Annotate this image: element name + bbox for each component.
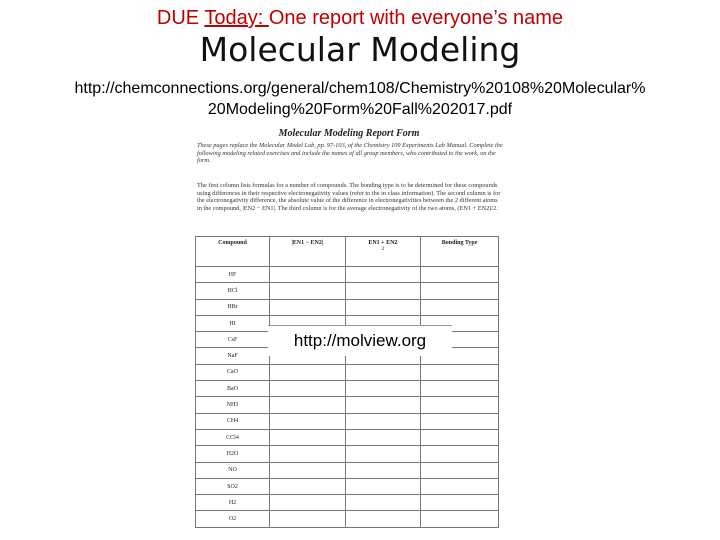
answer-cell[interactable] bbox=[345, 446, 421, 462]
answer-cell[interactable] bbox=[345, 397, 421, 413]
compound-cell: H2 bbox=[196, 495, 270, 511]
answer-cell[interactable] bbox=[345, 364, 421, 380]
compound-cell: NO bbox=[196, 462, 270, 478]
answer-cell[interactable] bbox=[345, 462, 421, 478]
table-header-row bbox=[196, 237, 499, 267]
due-prefix: DUE bbox=[156, 7, 205, 29]
answer-cell[interactable] bbox=[345, 478, 421, 494]
compound-cell: SO2 bbox=[196, 478, 270, 494]
compound-cell: O2 bbox=[196, 511, 270, 527]
answer-cell[interactable] bbox=[345, 267, 421, 283]
compound-cell: BaO bbox=[196, 381, 270, 397]
table-row bbox=[196, 364, 499, 380]
document-intro-paragraph: These pages replace the Molecular Model Lab, pp. 97-103, of the Chemistry 109 Experiments Lab Manual. Complete the following modeling related exercises and include the names of all group members, who contributed to the work, on the form. bbox=[197, 142, 503, 165]
answer-cell[interactable] bbox=[270, 299, 346, 315]
compound-cell: HI bbox=[196, 315, 270, 331]
due-notice bbox=[0, 7, 720, 30]
report-form-link[interactable] bbox=[20, 78, 700, 120]
table-row bbox=[196, 397, 499, 413]
answer-cell[interactable] bbox=[421, 397, 499, 413]
compound-cell: CH4 bbox=[196, 413, 270, 429]
header-compound: Compound bbox=[196, 237, 270, 267]
compound-cell: NaF bbox=[196, 348, 270, 364]
table-row bbox=[196, 462, 499, 478]
answer-cell[interactable] bbox=[421, 462, 499, 478]
answer-cell[interactable] bbox=[421, 495, 499, 511]
answer-cell[interactable] bbox=[270, 462, 346, 478]
table-row bbox=[196, 429, 499, 445]
answer-cell[interactable] bbox=[345, 413, 421, 429]
answer-cell[interactable] bbox=[270, 429, 346, 445]
due-today: Today: bbox=[204, 7, 269, 29]
document-title: Molecular Modeling Report Form bbox=[278, 128, 420, 139]
answer-cell[interactable] bbox=[270, 381, 346, 397]
answer-cell[interactable] bbox=[345, 381, 421, 397]
header-en-difference: |EN1 − EN2| bbox=[270, 237, 346, 267]
table-row bbox=[196, 267, 499, 283]
compound-cell: HBr bbox=[196, 299, 270, 315]
compound-cell: NH3 bbox=[196, 397, 270, 413]
compound-cell: HCl bbox=[196, 283, 270, 299]
compound-cell: HF bbox=[196, 267, 270, 283]
answer-cell[interactable] bbox=[345, 511, 421, 527]
table-row bbox=[196, 446, 499, 462]
answer-cell[interactable] bbox=[270, 511, 346, 527]
url-line-1: http://chemconnections.org/general/chem108/Chemistry%20108%20Molecular% bbox=[74, 80, 646, 97]
answer-cell[interactable] bbox=[270, 364, 346, 380]
table-row bbox=[196, 495, 499, 511]
header-bonding-type: Bonding Type bbox=[421, 237, 499, 267]
answer-cell[interactable] bbox=[421, 446, 499, 462]
answer-cell[interactable] bbox=[421, 381, 499, 397]
answer-cell[interactable] bbox=[270, 283, 346, 299]
table-row bbox=[196, 283, 499, 299]
report-table bbox=[195, 236, 499, 528]
answer-cell[interactable] bbox=[421, 267, 499, 283]
answer-cell[interactable] bbox=[270, 446, 346, 462]
answer-cell[interactable] bbox=[345, 495, 421, 511]
answer-cell[interactable] bbox=[421, 429, 499, 445]
table-row bbox=[196, 511, 499, 527]
answer-cell[interactable] bbox=[345, 429, 421, 445]
compound-cell: CaO bbox=[196, 364, 270, 380]
answer-cell[interactable] bbox=[421, 511, 499, 527]
compound-cell: CsF bbox=[196, 332, 270, 348]
answer-cell[interactable] bbox=[270, 267, 346, 283]
table-row bbox=[196, 381, 499, 397]
answer-cell[interactable] bbox=[345, 299, 421, 315]
answer-cell[interactable] bbox=[270, 413, 346, 429]
compound-cell: H2O bbox=[196, 446, 270, 462]
answer-cell[interactable] bbox=[345, 283, 421, 299]
answer-cell[interactable] bbox=[270, 478, 346, 494]
header-en-sum: EN1 + EN2 bbox=[368, 240, 398, 246]
compound-cell: CCl4 bbox=[196, 429, 270, 445]
page-title: Molecular Modeling bbox=[199, 30, 521, 69]
answer-cell[interactable] bbox=[421, 299, 499, 315]
url-line-2: 20Modeling%20Form%20Fall%202017.pdf bbox=[207, 101, 513, 118]
answer-cell[interactable] bbox=[270, 495, 346, 511]
header-en-divisor: 2 bbox=[381, 246, 385, 252]
document-instructions-paragraph: The first column lists formulas for a number of compounds. The bonding type is to be determined for these compounds using differences in their respective electronegativity values (refer to the in class information). The second column is for the electronegativity difference, the absolute value of the difference in electronegativities between the 2 different atoms in the compound, |EN2 − EN1|. The third column is for the average electronegativity of the two atoms, (EN1 + EN2)/2. bbox=[197, 182, 501, 212]
molview-link[interactable]: http://molview.org bbox=[268, 325, 452, 356]
table-row bbox=[196, 413, 499, 429]
header-en-average bbox=[345, 237, 421, 267]
due-text: One report with everyone’s name bbox=[268, 7, 564, 29]
answer-cell[interactable] bbox=[421, 364, 499, 380]
table-row bbox=[196, 478, 499, 494]
answer-cell[interactable] bbox=[421, 413, 499, 429]
answer-cell[interactable] bbox=[270, 397, 346, 413]
answer-cell[interactable] bbox=[421, 283, 499, 299]
table-row bbox=[196, 299, 499, 315]
answer-cell[interactable] bbox=[421, 478, 499, 494]
